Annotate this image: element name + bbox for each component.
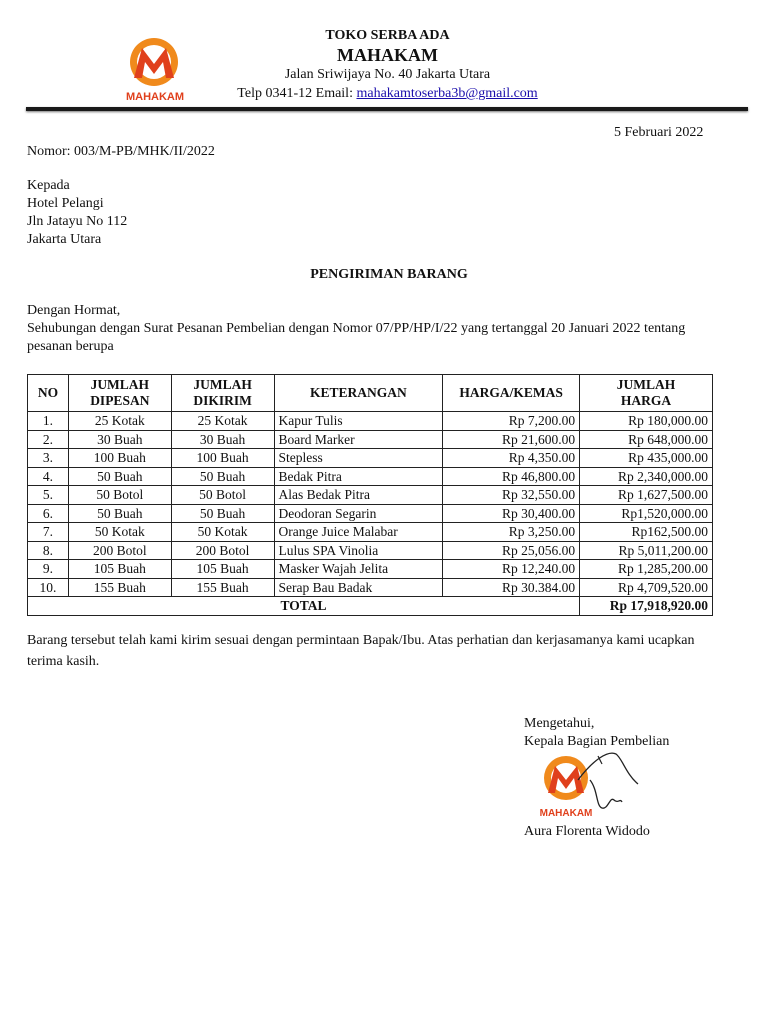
table-header-row xyxy=(28,375,713,412)
svg-text:MAHAKAM: MAHAKAM xyxy=(539,808,593,819)
table-row: 3. 100 Buah 100 Buah Stepless Rp 4,350.00 Rp 435,000.00 xyxy=(28,449,713,468)
col-no: NO xyxy=(28,375,69,412)
company-logo xyxy=(122,34,188,106)
closing-line-1: Barang tersebut telah kami kirim sesuai dengan permintaan Bapak/Ibu. Atas perhatian dan kerjasamanya kami ucapkan xyxy=(27,633,695,648)
col-harga: HARGA/KEMAS xyxy=(443,375,580,412)
greeting: Dengan Hormat, xyxy=(27,303,121,318)
store-name: MAHAKAM xyxy=(337,45,438,65)
table-row: 9. 105 Buah 105 Buah Masker Wajah Jelita Rp 12,240.00 Rp 1,285,200.00 xyxy=(28,560,713,579)
table-row: 1. 25 Kotak 25 Kotak Kapur Tulis Rp 7,200.00 Rp 180,000.00 xyxy=(28,412,713,431)
col-keterangan: KETERANGAN xyxy=(274,375,443,412)
intro-line-2: pesanan berupa xyxy=(27,339,114,354)
col-dikirim: JUMLAH DIKIRIM xyxy=(171,375,274,412)
header-divider xyxy=(26,107,748,111)
table-total-row xyxy=(28,597,713,616)
col-dipesan: JUMLAH DIPESAN xyxy=(68,375,171,412)
letter-date: 5 Februari 2022 xyxy=(614,125,704,140)
recipient-name: Hotel Pelangi xyxy=(27,196,104,211)
total-label: TOTAL xyxy=(28,597,580,616)
store-address: Jalan Sriwijaya No. 40 Jakarta Utara xyxy=(284,67,491,82)
items-table xyxy=(27,374,713,616)
signature-role: Kepala Bagian Pembelian xyxy=(524,734,670,749)
table-row: 6. 50 Buah 50 Buah Deodoran Segarin Rp 30,400.00 Rp1,520,000.00 xyxy=(28,504,713,523)
table-row: 4. 50 Buah 50 Buah Bedak Pitra Rp 46,800.00 Rp 2,340,000.00 xyxy=(28,467,713,486)
svg-text:MAHAKAM: MAHAKAM xyxy=(125,91,185,103)
table-row: 2. 30 Buah 30 Buah Board Marker Rp 21,600.00 Rp 648,000.00 xyxy=(28,430,713,449)
store-type: TOKO SERBA ADA xyxy=(325,28,450,43)
recipient-to: Kepada xyxy=(27,178,70,193)
table-row: 7. 50 Kotak 50 Kotak Orange Juice Malabar Rp 3,250.00 Rp162,500.00 xyxy=(28,523,713,542)
signatory-name: Aura Florenta Widodo xyxy=(524,824,650,839)
table-row: 8. 200 Botol 200 Botol Lulus SPA Vinolia Rp 25,056.00 Rp 5,011,200.00 xyxy=(28,541,713,560)
signature-known: Mengetahui, xyxy=(524,716,595,731)
intro-line-1: Sehubungan dengan Surat Pesanan Pembelian dengan Nomor 07/PP/HP/I/22 yang tertanggal 20 Januari 2022 tentang xyxy=(27,321,686,336)
total-value: Rp 17,918,920.00 xyxy=(580,597,713,616)
col-jumlah: JUMLAH HARGA xyxy=(580,375,713,412)
letter-number: Nomor: 003/M-PB/MHK/II/2022 xyxy=(27,144,215,159)
table-row: 5. 50 Botol 50 Botol Alas Bedak Pitra Rp 32,550.00 Rp 1,627,500.00 xyxy=(28,486,713,505)
letter-title: PENGIRIMAN BARANG xyxy=(310,267,468,282)
email-link[interactable]: mahakamtoserba3b@gmail.com xyxy=(356,86,538,101)
phone-text: Telp 0341-12 Email: xyxy=(237,86,357,101)
mahakam-logo-icon xyxy=(122,34,188,106)
store-contact xyxy=(200,86,575,102)
recipient-city: Jakarta Utara xyxy=(27,232,102,247)
recipient-street: Jln Jatayu No 112 xyxy=(27,214,128,229)
table-row: 10. 155 Buah 155 Buah Serap Bau Badak Rp 30.384.00 Rp 4,709,520.00 xyxy=(28,578,713,597)
signature-stamp xyxy=(538,750,648,824)
signature-logo-icon xyxy=(538,750,648,824)
closing-line-2: terima kasih. xyxy=(27,654,100,669)
